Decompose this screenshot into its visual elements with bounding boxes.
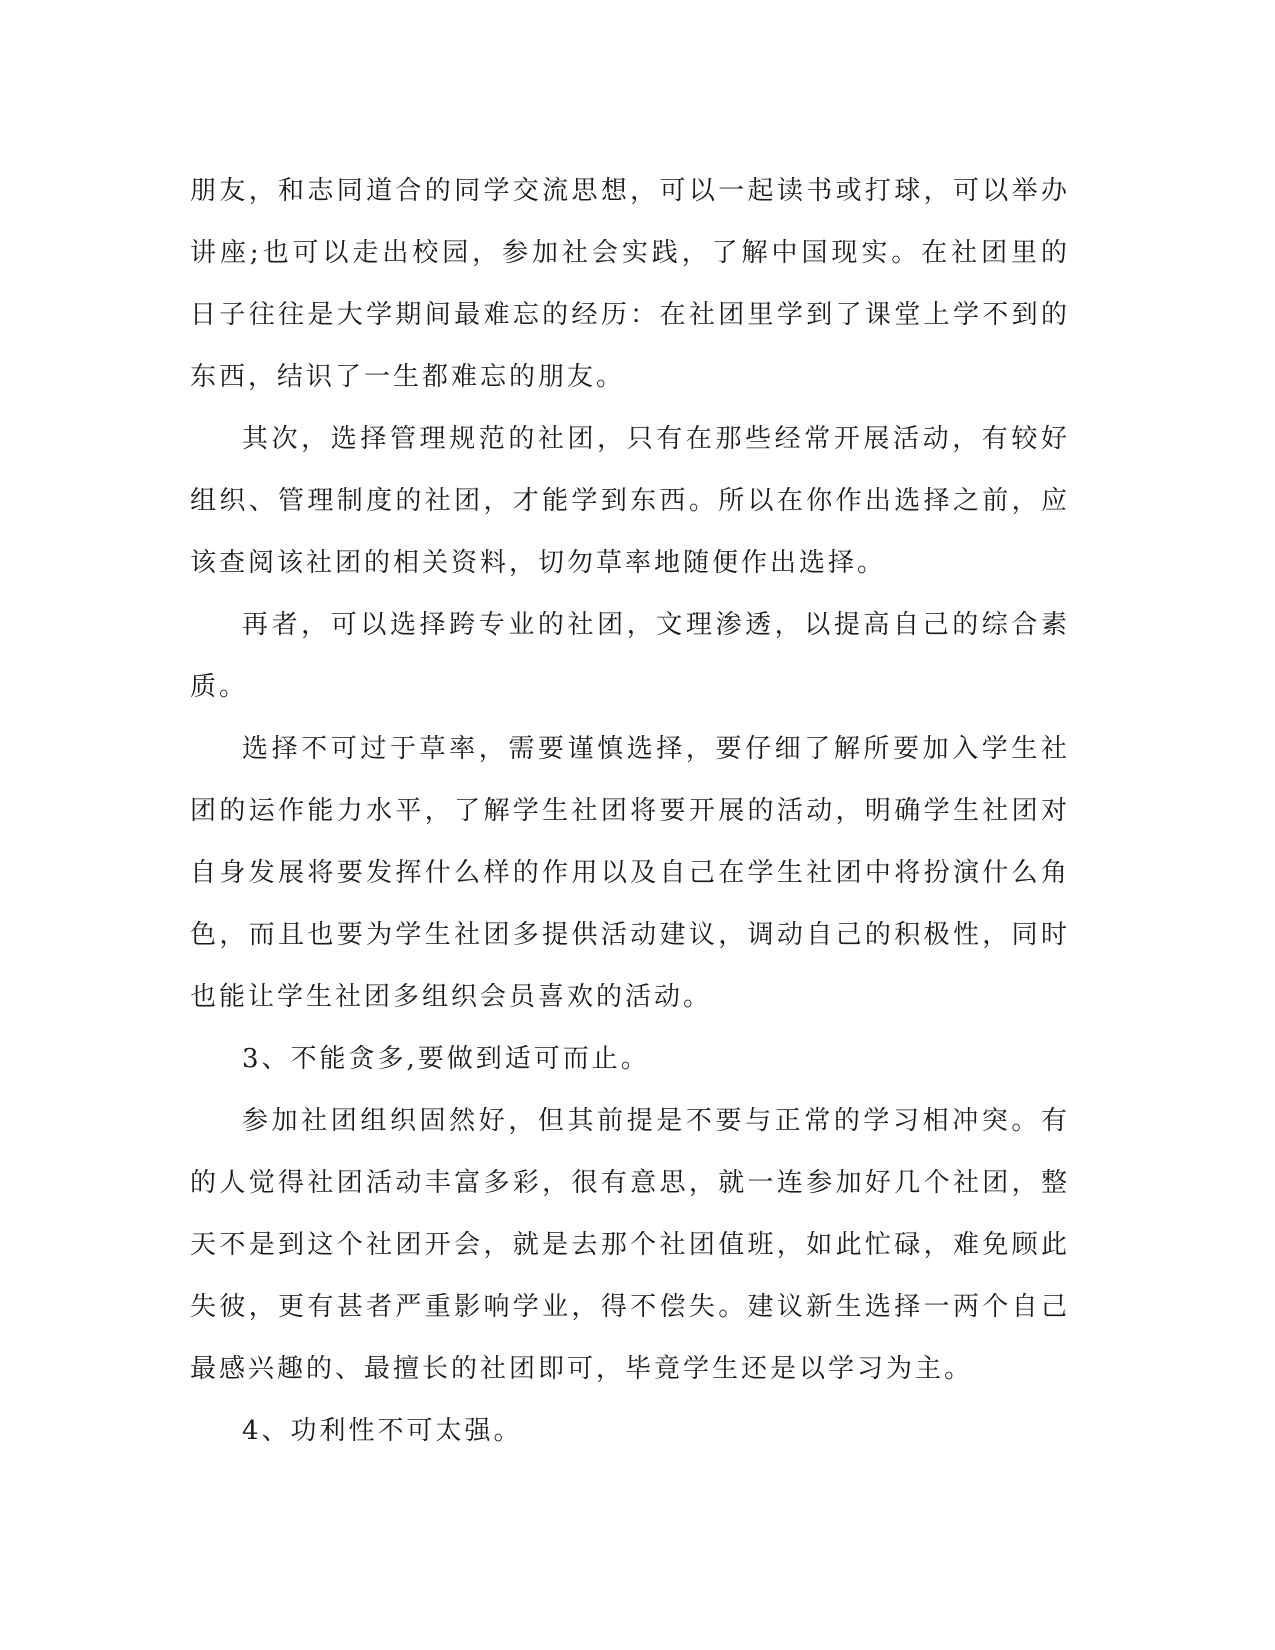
paragraph-furthermore: 再者，可以选择跨专业的社团，文理渗透，以提高自己的综合素质。 <box>190 610 1070 702</box>
heading-point-4: 4、功利性不可太强。 <box>242 1416 523 1446</box>
paragraph-secondly: 其次，选择管理规范的社团，只有在那些经常开展活动，有较好组织、管理制度的社团，才能学到东西。所以在你作出选择之前，应该查阅该社团的相关资料，切勿草率地随便作出选择。 <box>190 424 1070 578</box>
document-body <box>190 160 1070 1462</box>
paragraph-careful-choice: 选择不可过于草率，需要谨慎选择，要仔细了解所要加入学生社团的运作能力水平，了解学生社团将要开展的活动，明确学生社团对自身发展将要发挥什么样的作用以及自己在学生社团中将扮演什么角色，而且也要为学生社团多提供活动建议，调动自己的积极性，同时也能让学生社团多组织会员喜欢的活动。 <box>190 734 1070 1012</box>
paragraph-moderation: 参加社团组织固然好，但其前提是不要与正常的学习相冲突。有的人觉得社团活动丰富多彩，很有意思，就一连参加好几个社团，整天不是到这个社团开会，就是去那个社团值班，如此忙碌，难免顾此失彼，更有甚者严重影响学业，得不偿失。建议新生选择一两个自己最感兴趣的、最擅长的社团即可，毕竟学生还是以学习为主。 <box>190 1106 1070 1384</box>
heading-point-3: 3、不能贪多,要做到适可而止。 <box>242 1044 650 1074</box>
paragraph-continuation: 朋友，和志同道合的同学交流思想，可以一起读书或打球，可以举办讲座;也可以走出校园，参加社会实践，了解中国现实。在社团里的日子往往是大学期间最难忘的经历：在社团里学到了课堂上学不到的东西，结识了一生都难忘的朋友。 <box>190 176 1070 392</box>
